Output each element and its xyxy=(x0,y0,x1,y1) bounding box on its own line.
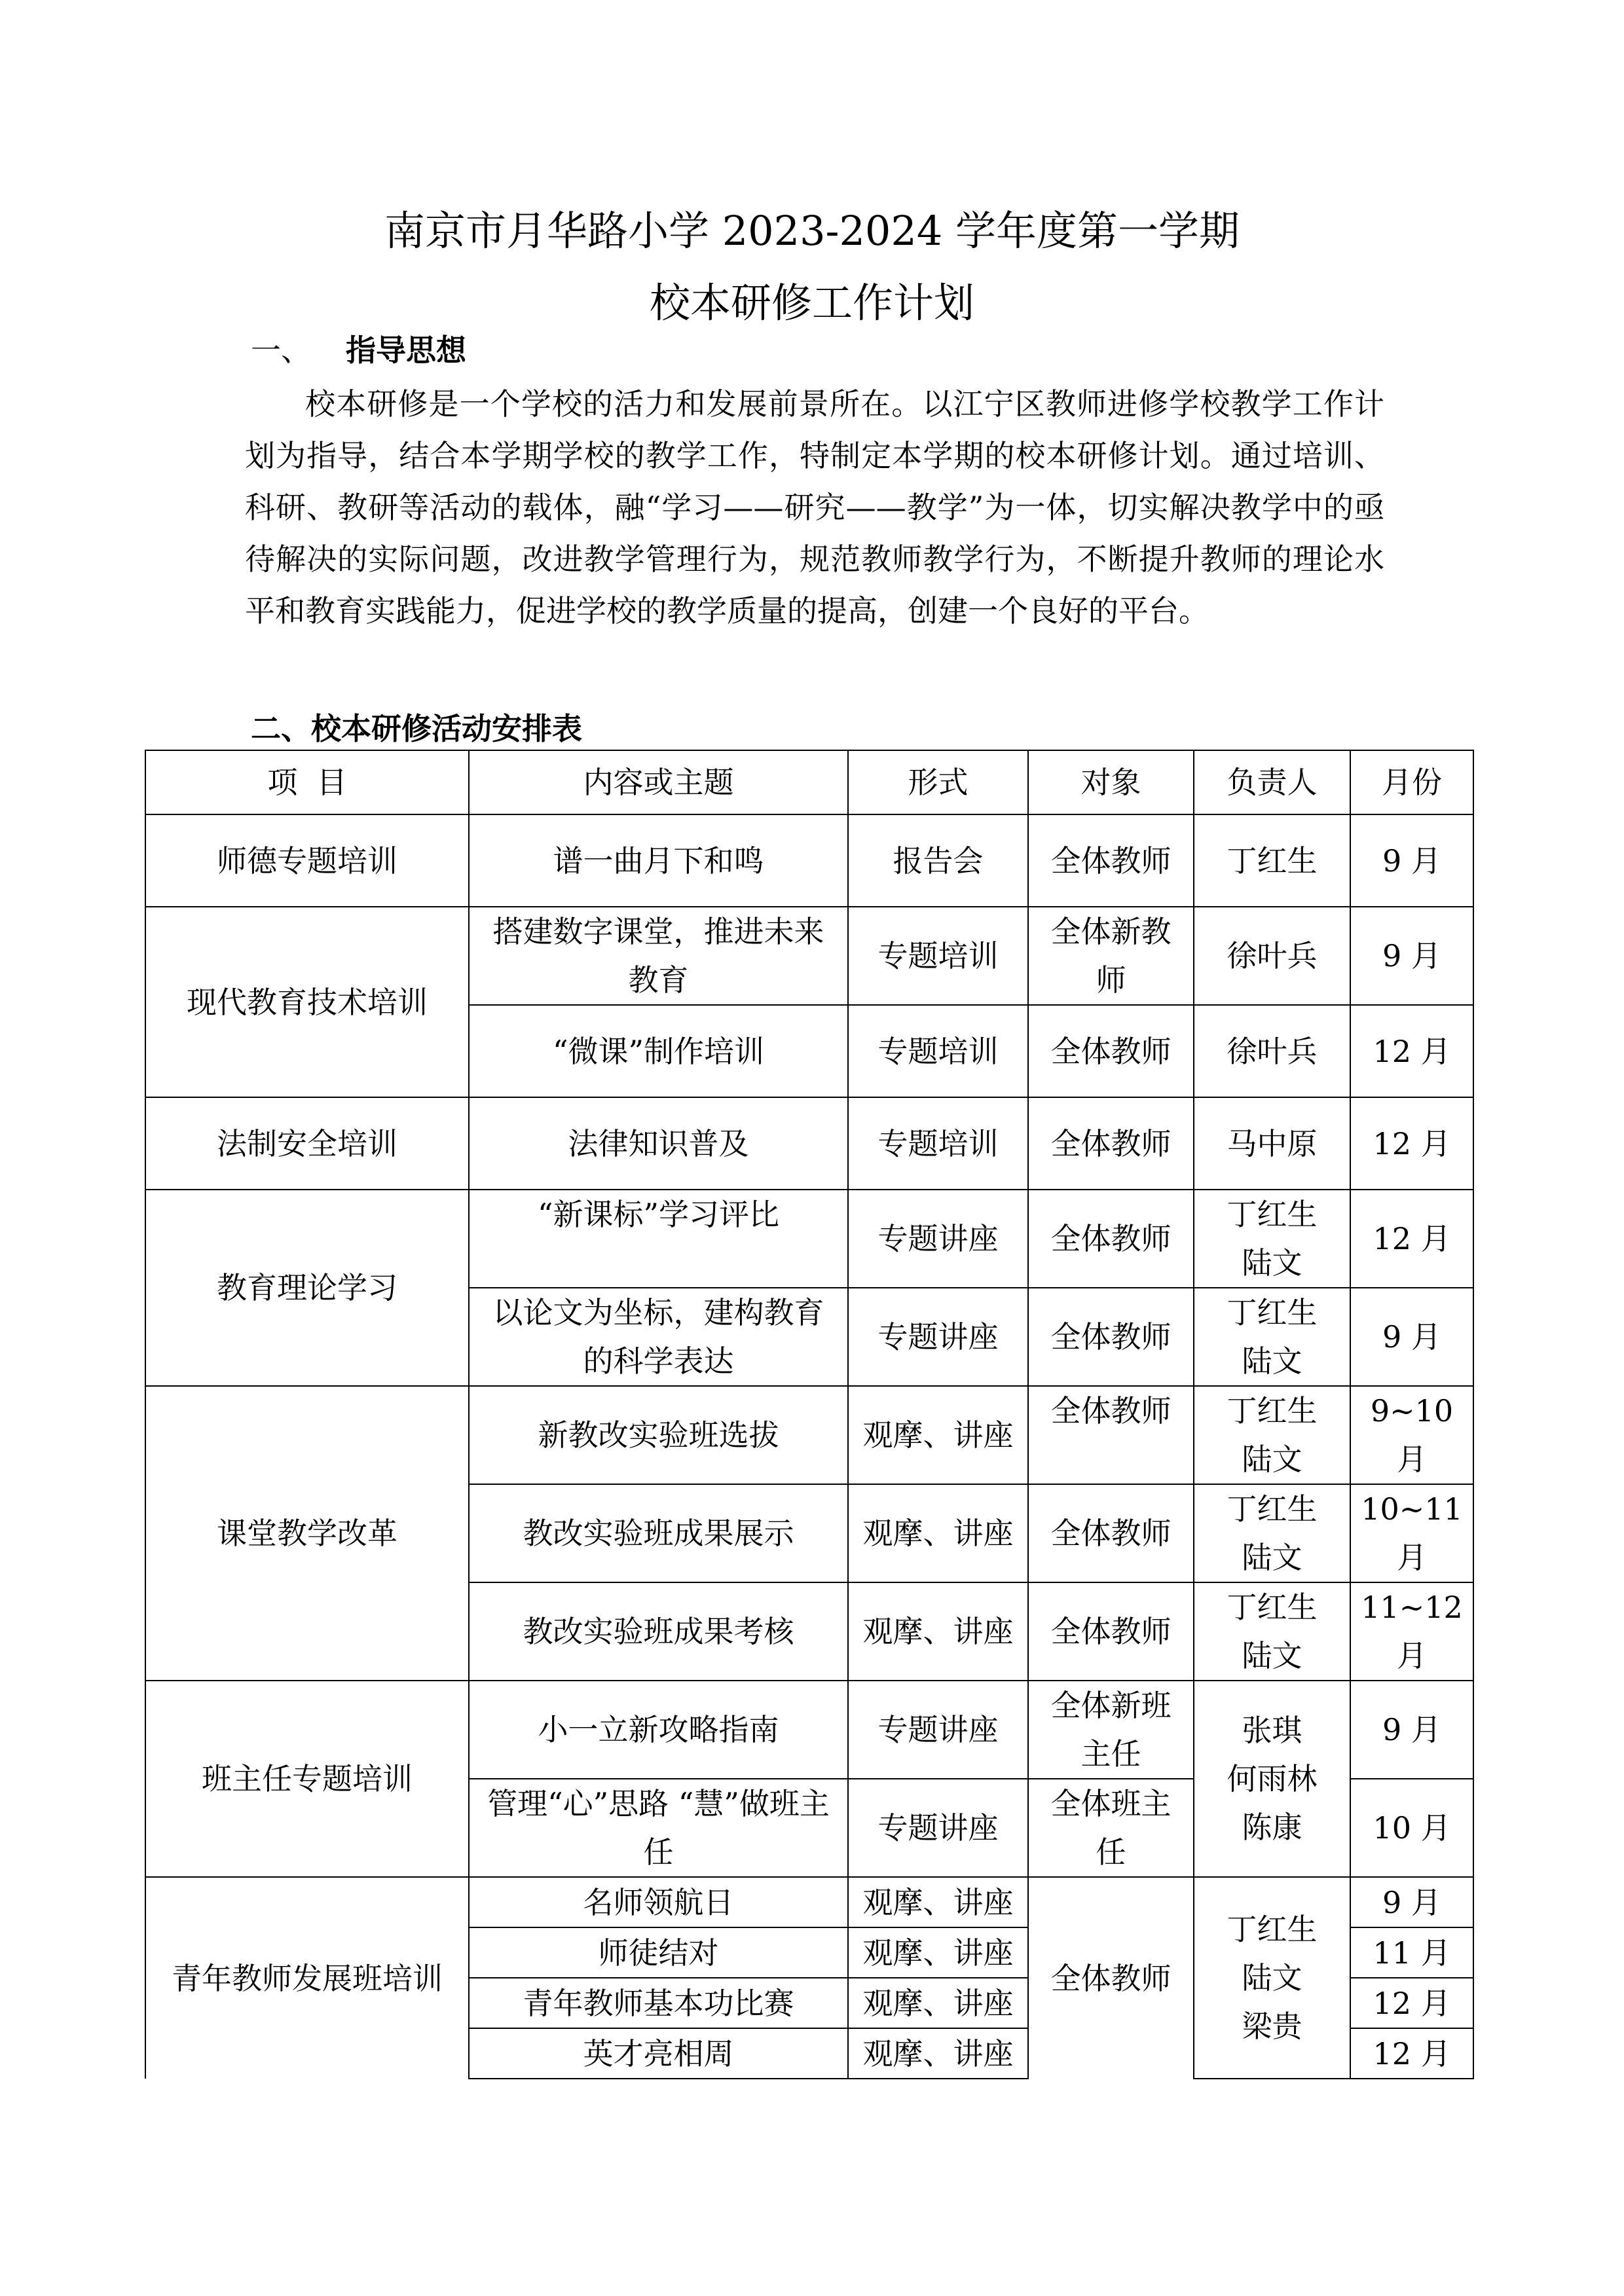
content-cell: 英才亮相周 xyxy=(469,2028,848,2079)
content-cell: 以论文为坐标，建构教育的科学表达 xyxy=(469,1288,848,1386)
section-title: 指导思想 xyxy=(346,333,466,368)
page-subtitle: 校本研修工作计划 xyxy=(649,279,974,327)
header-target: 对象 xyxy=(1028,750,1194,814)
paragraph-text: 校本研修是一个学校的活力和发展前景所在。以江宁区教师进修学校教学工作计划为指导，结合本学期学校的教学工作，特制定本学期的校本研修计划。通过培训、科研、教研等活动的载体，融“学习——研究——教学”为一体，切实解决教学中的亟待解决的实际问题，改进教学管理行为，规范教师教学行为，不断提升教师的理论水平和教育实践能力，促进学校的教学质量的提高，创建一个良好的平台。 xyxy=(245,386,1384,629)
owner-cell: 丁红生 陆文 xyxy=(1194,1288,1350,1386)
month-cell: 9 月 xyxy=(1350,907,1473,1005)
content-cell: 管理“心”思路 “慧”做班主任 xyxy=(469,1779,848,1877)
table-row xyxy=(145,907,1473,1005)
month-cell: 9~10 月 xyxy=(1350,1386,1473,1484)
owner-cell: 徐叶兵 xyxy=(1194,1005,1350,1097)
content-cell: 师徒结对 xyxy=(469,1927,848,1978)
form-cell: 报告会 xyxy=(848,814,1028,907)
table-header-row xyxy=(145,750,1473,814)
owner-cell: 丁红生 陆文 xyxy=(1194,1484,1350,1582)
target-cell: 全体教师 xyxy=(1028,1005,1194,1097)
month-cell: 9 月 xyxy=(1350,814,1473,907)
form-cell: 观摩、讲座 xyxy=(848,1927,1028,1978)
project-cell: 教育理论学习 xyxy=(145,1190,469,1386)
owner-cell: 丁红生 陆文 xyxy=(1194,1386,1350,1484)
content-cell: 教改实验班成果考核 xyxy=(469,1582,848,1681)
owner-cell: 丁红生 陆文 xyxy=(1194,1190,1350,1288)
form-cell: 专题培训 xyxy=(848,1097,1028,1190)
month-cell: 11~12 月 xyxy=(1350,1582,1473,1681)
page-title: 南京市月华路小学 2023-2024 学年度第一学期 xyxy=(384,207,1240,255)
target-cell: 全体教师 xyxy=(1028,1288,1194,1386)
target-cell: 全体教师 xyxy=(1028,1190,1194,1288)
content-cell: 法律知识普及 xyxy=(469,1097,848,1190)
section-heading-schedule: 二、校本研修活动安排表 xyxy=(251,711,582,746)
form-cell: 专题培训 xyxy=(848,1005,1028,1097)
form-cell: 观摩、讲座 xyxy=(848,2028,1028,2079)
form-cell: 观摩、讲座 xyxy=(848,1386,1028,1484)
header-owner: 负责人 xyxy=(1194,750,1350,814)
table-row xyxy=(145,814,1473,907)
content-cell: 教改实验班成果展示 xyxy=(469,1484,848,1582)
month-cell: 9 月 xyxy=(1350,1681,1473,1779)
month-cell: 12 月 xyxy=(1350,2028,1473,2079)
project-cell: 青年教师发展班培训 xyxy=(145,1877,469,2079)
table-row xyxy=(145,1877,1473,1927)
content-cell: “微课”制作培训 xyxy=(469,1005,848,1097)
header-project: 项 目 xyxy=(145,750,469,814)
table-row xyxy=(145,1386,1473,1484)
owner-cell: 丁红生 陆文 xyxy=(1194,1582,1350,1681)
target-cell: 全体班主任 xyxy=(1028,1779,1194,1877)
month-cell: 12 月 xyxy=(1350,1005,1473,1097)
content-cell: 搭建数字课堂，推进未来教育 xyxy=(469,907,848,1005)
header-content: 内容或主题 xyxy=(469,750,848,814)
project-cell: 班主任专题培训 xyxy=(145,1681,469,1877)
month-cell: 9 月 xyxy=(1350,1877,1473,1927)
target-cell: 全体教师 xyxy=(1028,1877,1194,2079)
owner-cell: 丁红生 xyxy=(1194,814,1350,907)
owner-cell: 马中原 xyxy=(1194,1097,1350,1190)
target-cell: 全体教师 xyxy=(1028,1097,1194,1190)
activity-schedule-table xyxy=(145,750,1474,2079)
content-cell: “新课标”学习评比 xyxy=(469,1190,848,1288)
content-cell: 名师领航日 xyxy=(469,1877,848,1927)
form-cell: 专题讲座 xyxy=(848,1681,1028,1779)
owner-cell: 丁红生 陆文 梁贵 xyxy=(1194,1877,1350,2079)
project-cell: 现代教育技术培训 xyxy=(145,907,469,1097)
header-month: 月份 xyxy=(1350,750,1473,814)
target-cell: 全体教师 xyxy=(1028,814,1194,907)
project-cell: 师德专题培训 xyxy=(145,814,469,907)
owner-cell: 徐叶兵 xyxy=(1194,907,1350,1005)
form-cell: 专题讲座 xyxy=(848,1779,1028,1877)
table-row xyxy=(145,1097,1473,1190)
owner-cell: 张琪 何雨林 陈康 xyxy=(1194,1681,1350,1877)
table-row xyxy=(145,1681,1473,1779)
form-cell: 观摩、讲座 xyxy=(848,1484,1028,1582)
header-form: 形式 xyxy=(848,750,1028,814)
target-cell: 全体教师 xyxy=(1028,1386,1194,1484)
section-heading-guiding-thought xyxy=(251,333,466,368)
target-cell: 全体新班主任 xyxy=(1028,1681,1194,1779)
month-cell: 10 月 xyxy=(1350,1779,1473,1877)
month-cell: 12 月 xyxy=(1350,1097,1473,1190)
content-cell: 青年教师基本功比赛 xyxy=(469,1978,848,2028)
project-cell: 法制安全培训 xyxy=(145,1097,469,1190)
section-number: 一、 xyxy=(251,333,311,368)
form-cell: 专题培训 xyxy=(848,907,1028,1005)
target-cell: 全体新教师 xyxy=(1028,907,1194,1005)
target-cell: 全体教师 xyxy=(1028,1582,1194,1681)
form-cell: 观摩、讲座 xyxy=(848,1978,1028,2028)
guiding-thought-paragraph xyxy=(245,378,1384,637)
form-cell: 专题讲座 xyxy=(848,1190,1028,1288)
month-cell: 12 月 xyxy=(1350,1978,1473,2028)
form-cell: 观摩、讲座 xyxy=(848,1582,1028,1681)
table-row xyxy=(145,1190,1473,1288)
month-cell: 11 月 xyxy=(1350,1927,1473,1978)
month-cell: 12 月 xyxy=(1350,1190,1473,1288)
content-cell: 小一立新攻略指南 xyxy=(469,1681,848,1779)
target-cell: 全体教师 xyxy=(1028,1484,1194,1582)
form-cell: 专题讲座 xyxy=(848,1288,1028,1386)
content-cell: 谱一曲月下和鸣 xyxy=(469,814,848,907)
project-cell: 课堂教学改革 xyxy=(145,1386,469,1681)
month-cell: 9 月 xyxy=(1350,1288,1473,1386)
form-cell: 观摩、讲座 xyxy=(848,1877,1028,1927)
content-cell: 新教改实验班选拔 xyxy=(469,1386,848,1484)
month-cell: 10~11 月 xyxy=(1350,1484,1473,1582)
